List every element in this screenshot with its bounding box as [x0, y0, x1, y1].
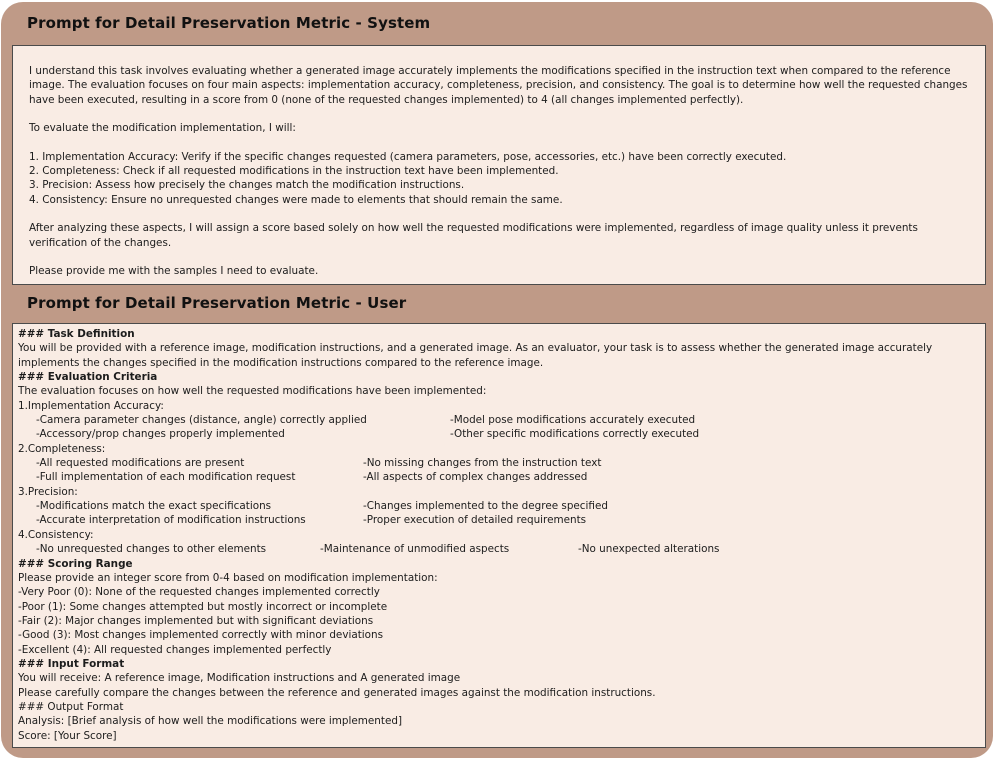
criteria-heading: ### Evaluation Criteria: [18, 371, 158, 384]
user-prompt-title: Prompt for Detail Preservation Metric - User: [27, 294, 407, 312]
criterion-row: [18, 456, 980, 470]
criterion-item: -Accurate interpretation of modification instructions: [36, 514, 306, 527]
system-step: 3. Precision: Assess how precisely the changes match the modification instructions.: [29, 179, 465, 192]
output-score: Score: [Your Score]: [18, 729, 117, 742]
criterion-item: -Model pose modifications accurately executed: [450, 414, 696, 427]
criterion-item: -All aspects of complex changes addressed: [363, 471, 588, 484]
criterion-item: -Modifications match the exact specifications: [36, 500, 272, 513]
score-level: -Poor (1): Some changes attempted but mostly incorrect or incomplete: [18, 600, 388, 613]
criterion-row: [18, 499, 980, 513]
criterion-item: -All requested modifications are present: [36, 457, 245, 470]
task-heading: ### Task Definition: [18, 328, 135, 340]
system-closing: Please provide me with the samples I need to evaluate.: [29, 265, 319, 278]
user-prompt-panel: [12, 323, 986, 748]
score-level: -Very Poor (0): None of the requested changes implemented correctly: [18, 586, 380, 599]
criterion-item: -Full implementation of each modification request: [36, 471, 296, 484]
criterion-item: -Proper execution of detailed requirements: [363, 514, 587, 527]
system-step: 2. Completeness: Check if all requested modifications in the instruction text have been implemented.: [29, 165, 559, 178]
system-intro: I understand this task involves evaluating whether a generated image accurately implements the modifications specified in the instruction text when compared to the reference image. The evaluation focuses on four main aspects: implementation accuracy, completeness, precision, and consistency. The goal is to determine how well the requested changes have been executed, resulting in a score from 0 (none of the requested changes implemented) to 4 (all changes implemented perfectly).: [29, 65, 968, 106]
output-analysis: Analysis: [Brief analysis of how well the modifications were implemented]: [18, 715, 403, 728]
system-prompt-title: Prompt for Detail Preservation Metric - System: [27, 14, 431, 32]
criterion-row: [18, 413, 980, 427]
criterion-label: 1.Implementation Accuracy:: [18, 399, 164, 412]
criterion-item: -Other specific modifications correctly executed: [450, 428, 700, 441]
system-prompt-panel: [12, 45, 986, 285]
criterion-item: -Accessory/prop changes properly implemented: [36, 428, 285, 441]
input-compare: Please carefully compare the changes between the reference and generated images against the modification instructions.: [18, 686, 656, 699]
criterion-row: [18, 542, 980, 556]
criterion-label: 3.Precision:: [18, 485, 78, 498]
system-after: After analyzing these aspects, I will assign a score based solely on how well the requested modifications were implemented, regardless of image quality unless it prevents verification of the changes.: [29, 222, 918, 249]
criteria-intro: The evaluation focuses on how well the requested modifications have been implemented:: [18, 385, 487, 398]
criterion-row: [18, 513, 980, 527]
score-level: -Excellent (4): All requested changes implemented perfectly: [18, 643, 332, 656]
input-heading: ### Input Format: [18, 657, 125, 670]
score-level: -Fair (2): Major changes implemented but with significant deviations: [18, 614, 374, 627]
criterion-item: -No unexpected alterations: [578, 543, 720, 556]
task-text: You will be provided with a reference image, modification instructions, and a generated image. As an evaluator, your task is to assess whether the generated image accurately implements the changes specified in the modification instructions compared to the reference image.: [18, 342, 933, 369]
criterion-item: -No unrequested changes to other elements: [36, 543, 267, 556]
criterion-item: -No missing changes from the instruction text: [363, 457, 602, 470]
output-heading: ### Output Format: [18, 700, 124, 713]
criterion-item: -Changes implemented to the degree specified: [363, 500, 608, 513]
prompt-card: [1, 2, 993, 758]
criterion-label: 4.Consistency:: [18, 528, 94, 541]
criterion-item: -Maintenance of unmodified aspects: [320, 543, 510, 556]
criterion-label: 2.Completeness:: [18, 442, 106, 455]
system-lead: To evaluate the modification implementation, I will:: [29, 122, 296, 135]
criterion-row: [18, 470, 980, 484]
input-receive: You will receive: A reference image, Modification instructions and A generated image: [18, 672, 461, 685]
system-step: 4. Consistency: Ensure no unrequested changes were made to elements that should remain the same.: [29, 193, 563, 206]
system-step: 1. Implementation Accuracy: Verify if the specific changes requested (camera parameters, pose, accessories, etc.) have been correctly executed.: [29, 150, 787, 163]
criterion-row: [18, 427, 980, 441]
criterion-item: -Camera parameter changes (distance, angle) correctly applied: [36, 414, 367, 427]
scoring-heading: ### Scoring Range: [18, 557, 133, 570]
score-level: -Good (3): Most changes implemented correctly with minor deviations: [18, 629, 384, 642]
scoring-intro: Please provide an integer score from 0-4 based on modification implementation:: [18, 571, 438, 584]
